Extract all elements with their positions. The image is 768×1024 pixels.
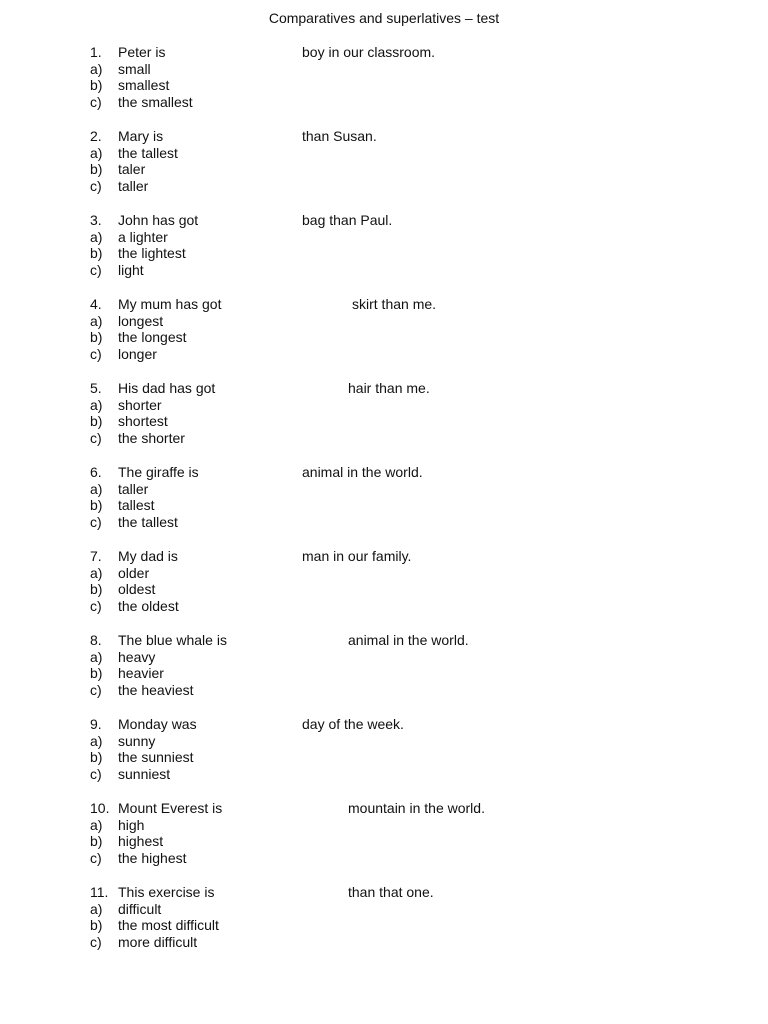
option-letter: b) bbox=[90, 917, 103, 933]
option-text: the oldest bbox=[118, 597, 179, 614]
question-number: 3. bbox=[90, 211, 102, 228]
question-continuation: boy in our classroom. bbox=[302, 43, 436, 60]
question-number: 8. bbox=[90, 631, 102, 648]
question-continuation: skirt than me. bbox=[352, 295, 437, 312]
question-stem: My mum has got bbox=[118, 295, 222, 312]
page-title: Comparatives and superlatives – test bbox=[268, 10, 500, 26]
option-letter: c) bbox=[90, 513, 102, 530]
option-text: the shorter bbox=[118, 429, 185, 446]
option-letter: b) bbox=[90, 833, 103, 849]
option-text: tallest bbox=[118, 497, 155, 513]
question-number: 5. bbox=[90, 379, 102, 396]
option-letter: a) bbox=[90, 816, 103, 833]
question-continuation: than Susan. bbox=[302, 127, 377, 144]
question-1 bbox=[0, 44, 768, 128]
option-text: the tallest bbox=[118, 513, 178, 530]
option-text: oldest bbox=[118, 581, 156, 597]
option-letter: a) bbox=[90, 396, 103, 413]
option-letter: b) bbox=[90, 413, 103, 429]
question-stem: This exercise is bbox=[118, 883, 215, 900]
option-letter: b) bbox=[90, 497, 103, 513]
question-7 bbox=[0, 548, 768, 632]
question-number: 11. bbox=[90, 883, 109, 900]
question-continuation: bag than Paul. bbox=[302, 211, 393, 228]
option-letter: c) bbox=[90, 765, 102, 782]
option-text: the longest bbox=[118, 329, 187, 345]
option-text: taller bbox=[118, 480, 149, 497]
question-stem: The blue whale is bbox=[118, 631, 227, 648]
question-6 bbox=[0, 464, 768, 548]
option-text: longer bbox=[118, 345, 157, 362]
option-text: the sunniest bbox=[118, 749, 194, 765]
option-text: older bbox=[118, 564, 150, 581]
option-letter: a) bbox=[90, 144, 103, 161]
question-number: 1. bbox=[90, 43, 102, 60]
question-continuation: animal in the world. bbox=[302, 463, 423, 480]
option-text: heavier bbox=[118, 665, 164, 681]
question-continuation: mountain in the world. bbox=[348, 799, 485, 816]
option-letter: a) bbox=[90, 648, 103, 665]
option-letter: b) bbox=[90, 581, 103, 597]
option-letter: c) bbox=[90, 429, 102, 446]
question-list bbox=[0, 44, 768, 968]
question-number: 6. bbox=[90, 463, 102, 480]
question-stem: Mount Everest is bbox=[118, 799, 223, 816]
option-text: sunniest bbox=[118, 765, 171, 782]
question-stem: Monday was bbox=[118, 715, 197, 732]
question-stem: John has got bbox=[118, 211, 199, 228]
question-11 bbox=[0, 884, 768, 968]
option-letter: a) bbox=[90, 732, 103, 749]
option-letter: c) bbox=[90, 681, 102, 698]
question-stem: Peter is bbox=[118, 43, 166, 60]
question-10 bbox=[0, 800, 768, 884]
question-stem: The giraffe is bbox=[118, 463, 199, 480]
option-text: a lighter bbox=[118, 228, 168, 245]
option-text: longest bbox=[118, 312, 164, 329]
option-text: taler bbox=[118, 161, 146, 177]
option-letter: c) bbox=[90, 849, 102, 866]
option-letter: a) bbox=[90, 60, 103, 77]
option-text: more difficult bbox=[118, 933, 198, 950]
option-text: light bbox=[118, 261, 144, 278]
option-text: taller bbox=[118, 177, 149, 194]
question-3 bbox=[0, 212, 768, 296]
option-text: smallest bbox=[118, 77, 170, 93]
option-letter: a) bbox=[90, 900, 103, 917]
question-continuation: day of the week. bbox=[302, 715, 404, 732]
option-letter: c) bbox=[90, 933, 102, 950]
question-number: 7. bbox=[90, 547, 102, 564]
option-text: high bbox=[118, 816, 145, 833]
option-letter: b) bbox=[90, 665, 103, 681]
option-letter: a) bbox=[90, 312, 103, 329]
option-text: shorter bbox=[118, 396, 162, 413]
option-text: the heaviest bbox=[118, 681, 194, 698]
option-text: heavy bbox=[118, 648, 156, 665]
option-letter: b) bbox=[90, 77, 103, 93]
question-continuation: than that one. bbox=[348, 883, 434, 900]
option-text: difficult bbox=[118, 900, 162, 917]
question-8 bbox=[0, 632, 768, 716]
question-number: 2. bbox=[90, 127, 102, 144]
option-text: shortest bbox=[118, 413, 168, 429]
option-text: sunny bbox=[118, 732, 156, 749]
option-letter: b) bbox=[90, 749, 103, 765]
question-stem: His dad has got bbox=[118, 379, 216, 396]
question-number: 10. bbox=[90, 799, 110, 816]
option-text: the lightest bbox=[118, 245, 186, 261]
question-4 bbox=[0, 296, 768, 380]
option-text: small bbox=[118, 60, 151, 77]
option-letter: a) bbox=[90, 564, 103, 581]
option-letter: b) bbox=[90, 161, 103, 177]
option-letter: c) bbox=[90, 597, 102, 614]
option-letter: c) bbox=[90, 261, 102, 278]
option-text: highest bbox=[118, 833, 164, 849]
option-letter: a) bbox=[90, 228, 103, 245]
question-number: 4. bbox=[90, 295, 102, 312]
option-text: the smallest bbox=[118, 93, 193, 110]
option-letter: b) bbox=[90, 329, 103, 345]
question-continuation: hair than me. bbox=[348, 379, 430, 396]
option-text: the tallest bbox=[118, 144, 178, 161]
question-number: 9. bbox=[90, 715, 102, 732]
option-letter: c) bbox=[90, 345, 102, 362]
question-9 bbox=[0, 716, 768, 800]
option-letter: c) bbox=[90, 93, 102, 110]
question-continuation: animal in the world. bbox=[348, 631, 469, 648]
option-text: the most difficult bbox=[118, 917, 219, 933]
question-2 bbox=[0, 128, 768, 212]
question-stem: My dad is bbox=[118, 547, 178, 564]
option-text: the highest bbox=[118, 849, 187, 866]
question-stem: Mary is bbox=[118, 127, 164, 144]
option-letter: a) bbox=[90, 480, 103, 497]
option-letter: c) bbox=[90, 177, 102, 194]
question-5 bbox=[0, 380, 768, 464]
option-letter: b) bbox=[90, 245, 103, 261]
question-continuation: man in our family. bbox=[302, 547, 412, 564]
